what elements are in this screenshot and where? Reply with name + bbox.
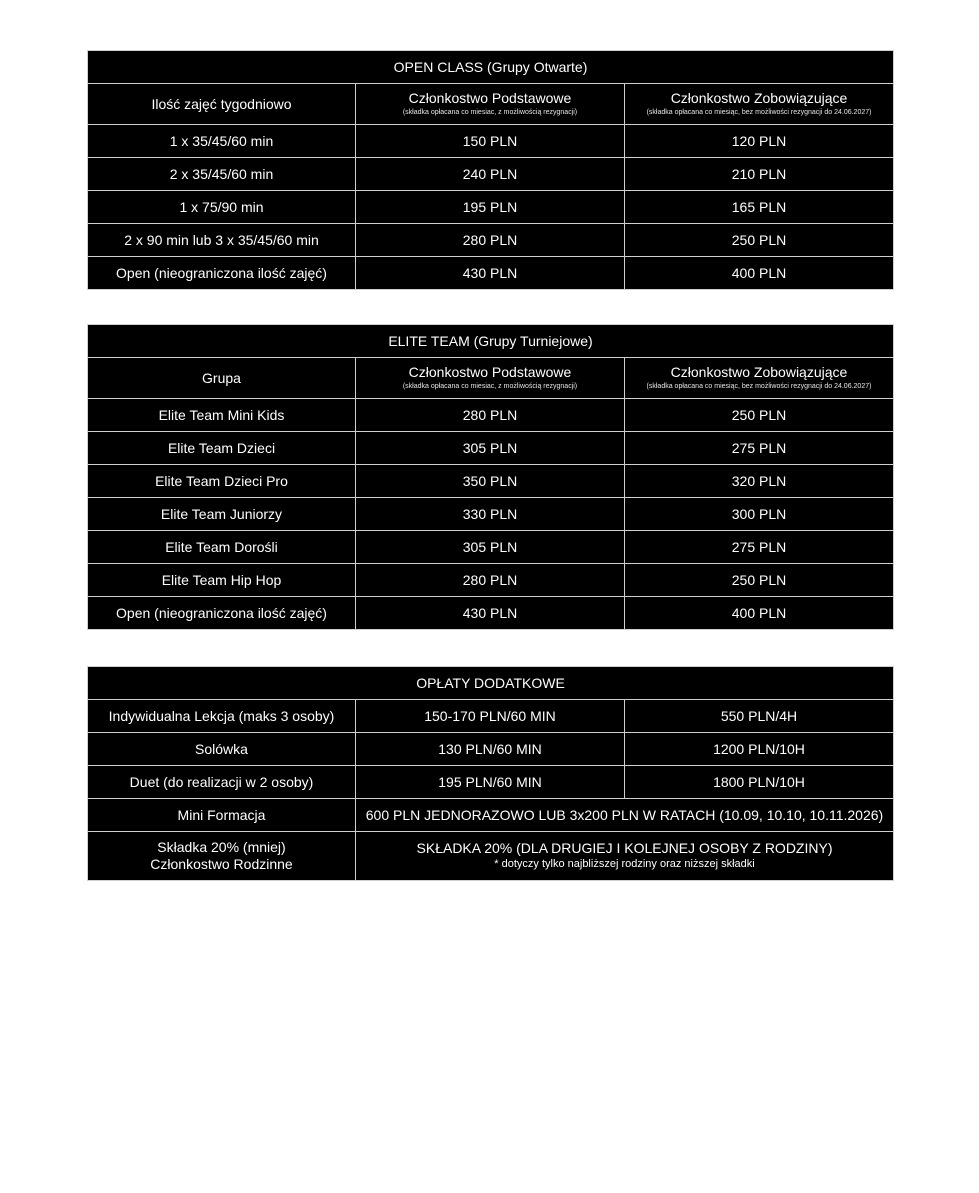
table-row (88, 733, 894, 766)
committed-price: 300 PLN (625, 498, 894, 531)
row-label: Solówka (88, 733, 356, 766)
table-header-row (88, 84, 894, 125)
column-header-committed (625, 358, 894, 399)
mini-formation-price: 600 PLN JEDNORAZOWO LUB 3x200 PLN W RATACH (10.09, 10.10, 10.11.2026) (356, 799, 894, 832)
table-row (88, 498, 894, 531)
table-row (88, 700, 894, 733)
basic-price: 195 PLN (356, 191, 625, 224)
basic-price: 280 PLN (356, 224, 625, 257)
committed-price: 400 PLN (625, 257, 894, 290)
row-label: Open (nieograniczona ilość zajęć) (88, 597, 356, 630)
family-discount-note: * dotyczy tylko najbliższej rodziny oraz niższej składki (494, 858, 755, 870)
committed-price: 250 PLN (625, 224, 894, 257)
row-label: Elite Team Juniorzy (88, 498, 356, 531)
open-class-table (87, 50, 894, 290)
hourly-price: 150-170 PLN/60 MIN (356, 700, 625, 733)
basic-membership-label: Członkostwo Podstawowe (408, 364, 572, 380)
table-title-row (88, 325, 894, 358)
table-title-row (88, 667, 894, 700)
row-label: Elite Team Dzieci (88, 432, 356, 465)
row-label: Elite Team Hip Hop (88, 564, 356, 597)
basic-price: 280 PLN (356, 564, 625, 597)
committed-membership-note: (składka opłacana co miesiąc, bez możliwości rezygnacji do 24.06.2027) (646, 383, 872, 390)
package-price: 1800 PLN/10H (625, 766, 894, 799)
row-label: 1 x 35/45/60 min (88, 125, 356, 158)
table-row (88, 564, 894, 597)
basic-membership-label: Członkostwo Podstawowe (408, 90, 572, 106)
committed-price: 320 PLN (625, 465, 894, 498)
basic-price: 430 PLN (356, 257, 625, 290)
basic-price: 430 PLN (356, 597, 625, 630)
table-title-row (88, 51, 894, 84)
open-class-title: OPEN CLASS (Grupy Otwarte) (88, 51, 894, 84)
table-row (88, 125, 894, 158)
table-row (88, 432, 894, 465)
family-label-line1: Składka 20% (mniej) (157, 839, 286, 855)
column-header-group: Grupa (88, 358, 356, 399)
table-row (88, 597, 894, 630)
committed-price: 210 PLN (625, 158, 894, 191)
package-price: 1200 PLN/10H (625, 733, 894, 766)
committed-price: 400 PLN (625, 597, 894, 630)
family-label (88, 832, 356, 881)
row-label: 2 x 90 min lub 3 x 35/45/60 min (88, 224, 356, 257)
table-row (88, 465, 894, 498)
row-label: Elite Team Mini Kids (88, 399, 356, 432)
family-discount (356, 832, 894, 881)
basic-membership-note: (składka opłacana co miesiac, z możliwością rezygnacji) (402, 383, 578, 390)
hourly-price: 130 PLN/60 MIN (356, 733, 625, 766)
table-row (88, 799, 894, 832)
table-header-row (88, 358, 894, 399)
table-row (88, 399, 894, 432)
row-label: Elite Team Dorośli (88, 531, 356, 564)
basic-price: 240 PLN (356, 158, 625, 191)
row-label: Mini Formacja (88, 799, 356, 832)
basic-price: 305 PLN (356, 531, 625, 564)
committed-membership-label: Członkostwo Zobowiązujące (670, 364, 848, 380)
table-row (88, 224, 894, 257)
basic-price: 330 PLN (356, 498, 625, 531)
committed-membership-label: Członkostwo Zobowiązujące (670, 90, 848, 106)
basic-price: 350 PLN (356, 465, 625, 498)
package-price: 550 PLN/4H (625, 700, 894, 733)
table-row (88, 257, 894, 290)
row-label: Elite Team Dzieci Pro (88, 465, 356, 498)
basic-price: 305 PLN (356, 432, 625, 465)
family-label-line2: Członkostwo Rodzinne (150, 856, 293, 872)
column-header-sessions: Ilość zajęć tygodniowo (88, 84, 356, 125)
committed-price: 275 PLN (625, 531, 894, 564)
family-discount-text: SKŁADKA 20% (DLA DRUGIEJ I KOLEJNEJ OSOBY Z RODZINY) (416, 840, 833, 856)
extra-fees-title: OPŁATY DODATKOWE (88, 667, 894, 700)
table-row (88, 766, 894, 799)
elite-team-title: ELITE TEAM (Grupy Turniejowe) (88, 325, 894, 358)
table-row (88, 158, 894, 191)
column-header-basic (356, 358, 625, 399)
committed-price: 165 PLN (625, 191, 894, 224)
row-label: Duet (do realizacji w 2 osoby) (88, 766, 356, 799)
row-label: Indywidualna Lekcja (maks 3 osoby) (88, 700, 356, 733)
row-label: 2 x 35/45/60 min (88, 158, 356, 191)
elite-team-table (87, 324, 894, 630)
extra-fees-table (87, 666, 894, 881)
committed-membership-note: (składka opłacana co miesiąc, bez możliwości rezygnacji do 24.06.2027) (646, 109, 872, 116)
row-label: Open (nieograniczona ilość zajęć) (88, 257, 356, 290)
table-row (88, 832, 894, 881)
committed-price: 250 PLN (625, 399, 894, 432)
basic-membership-note: (składka opłacana co miesiac, z możliwością rezygnacji) (402, 109, 578, 116)
committed-price: 250 PLN (625, 564, 894, 597)
committed-price: 120 PLN (625, 125, 894, 158)
column-header-committed (625, 84, 894, 125)
table-row (88, 191, 894, 224)
table-row (88, 531, 894, 564)
basic-price: 280 PLN (356, 399, 625, 432)
committed-price: 275 PLN (625, 432, 894, 465)
hourly-price: 195 PLN/60 MIN (356, 766, 625, 799)
column-header-basic (356, 84, 625, 125)
basic-price: 150 PLN (356, 125, 625, 158)
row-label: 1 x 75/90 min (88, 191, 356, 224)
